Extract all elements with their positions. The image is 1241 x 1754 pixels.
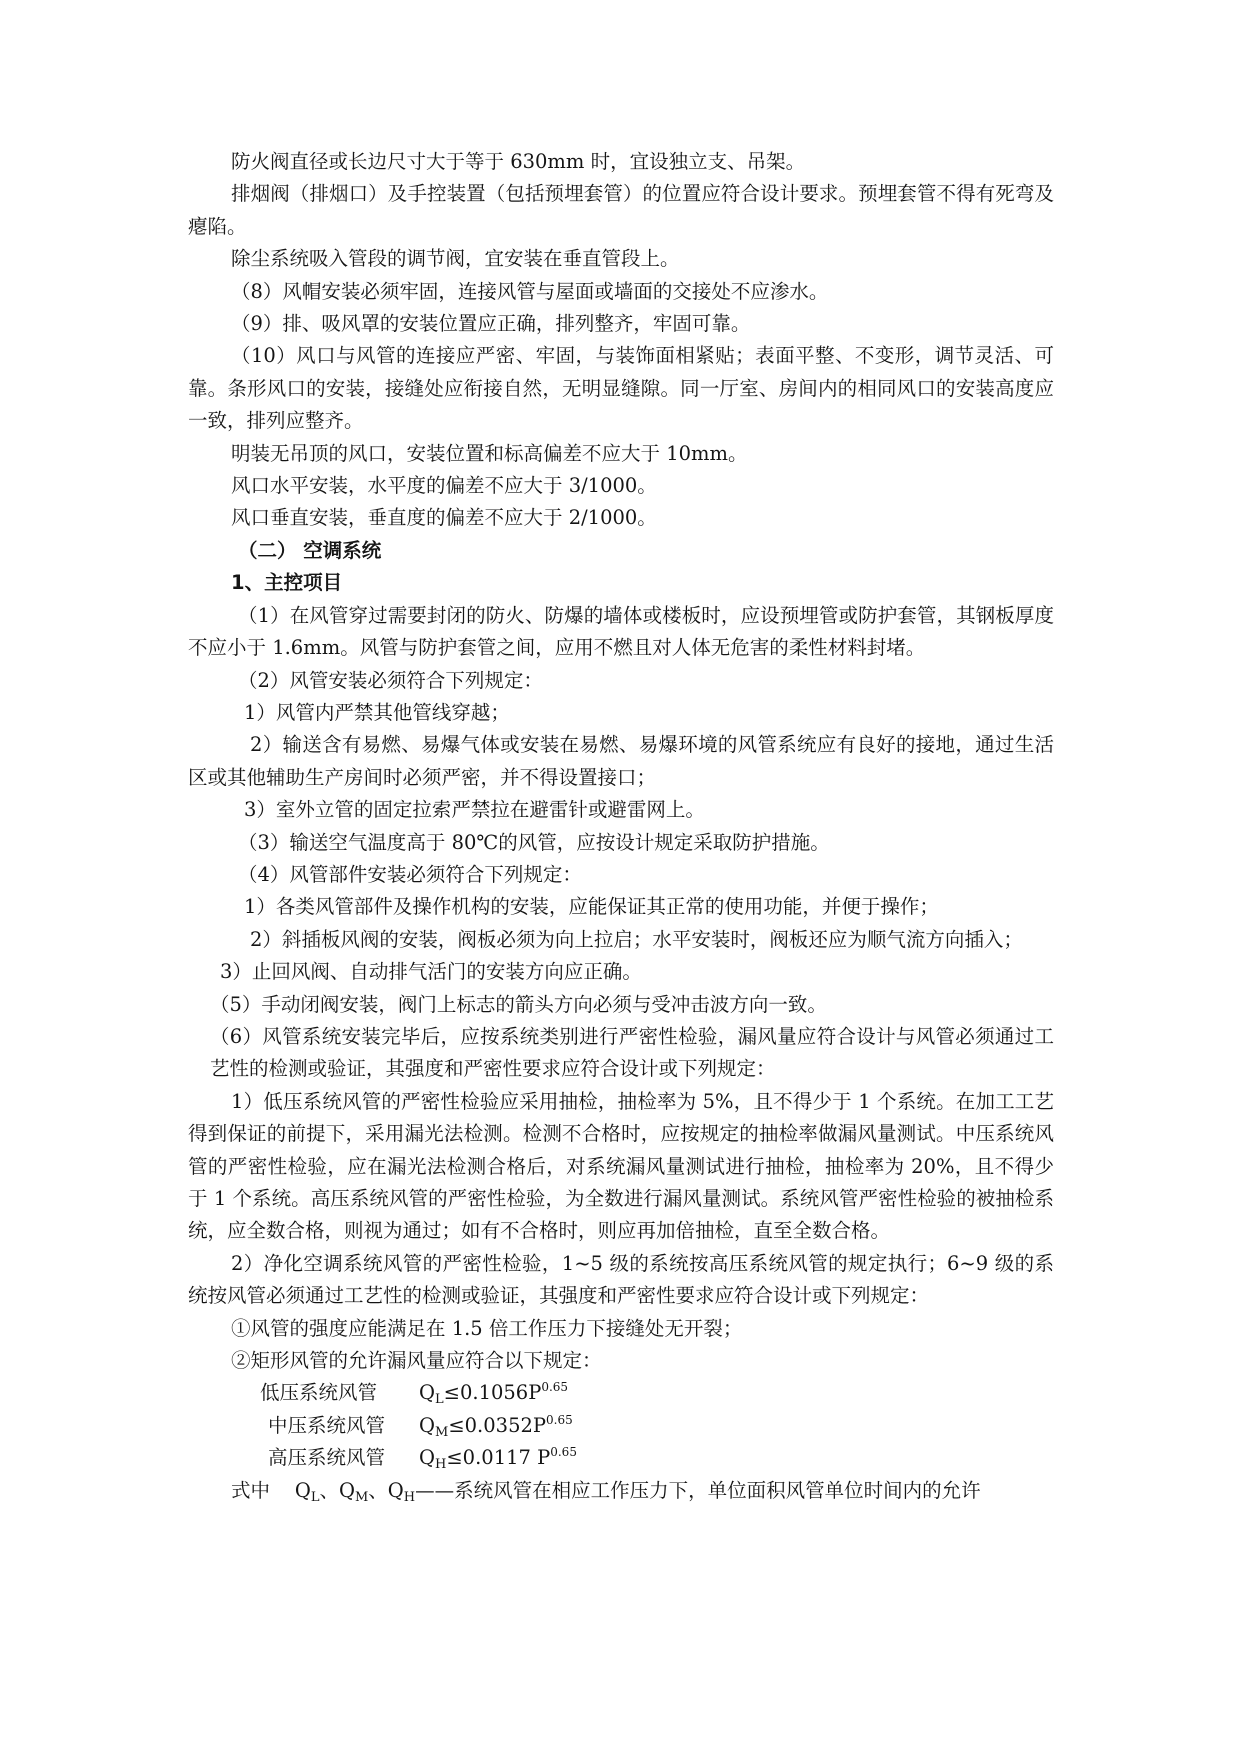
paragraph-item-9: （9）排、吸风罩的安装位置应正确，排列整齐，牢固可靠。 (231, 312, 751, 336)
paragraph-exposed-outlet: 明装无吊顶的风口，安装位置和标高偏差不应大于 10mm。 (231, 441, 748, 465)
paragraph-fire-damper: 防火阀直径或长边尺寸大于等于 630mm 时，宜设独立支、吊架。 (231, 150, 806, 173)
paragraph-dust-removal: 除尘系统吸入管段的调节阀，宜安装在垂直管段上。 (231, 247, 680, 271)
paragraph-main-2-1: 1）风管内严禁其他管线穿越； (244, 700, 510, 724)
document-page (188, 146, 1054, 1507)
paragraph-main-6: （6）风管系统安装完毕后，应按系统类别进行严密性检验，漏风量应符合设计与风管必须通过工艺性的检测或验证，其强度和严密性要求应符合设计或下列规定： (210, 1024, 1054, 1081)
paragraph-rect-leakage: ②矩形风管的允许漏风量应符合以下规定： (231, 1349, 602, 1373)
formula-expression: $Q_L\le 0.1056P^{0.65}$ (419, 1380, 569, 1408)
paragraph-formula-legend: 式中 $Q_L$、$Q_M$、$Q_H——$系统风管在相应工作压力下，单位面积风管单位时间内的允许 (231, 1478, 981, 1505)
paragraph-smoke-valve: 排烟阀（排烟口）及手控装置（包括预埋套管）的位置应符合设计要求。预埋套管不得有死弯及瘪陷。 (188, 182, 1054, 238)
paragraph-main-5: （5）手动闭阀安装，阀门上标志的箭头方向必须与受冲击波方向一致。 (210, 992, 827, 1016)
paragraph-strength: ①风管的强度应能满足在 1.5 倍工作压力下接缝处无开裂； (231, 1316, 743, 1340)
formula-label: 高压系统风管 (268, 1446, 386, 1470)
paragraph-main-2-2: 2）输送含有易燃、易爆气体或安装在易燃、易爆环境的风管系统应有良好的接地，通过生活区或其他辅助生产房间时必须严密，并不得设置接口； (188, 733, 1054, 789)
paragraph-item-8: （8）风帽安装必须牢固，连接风管与屋面或墙面的交接处不应渗水。 (231, 279, 829, 303)
paragraph-main-1: （1）在风管穿过需要封闭的防火、防爆的墙体或楼板时，应设预埋管或防护套管，其钢板厚度不应小于 1.6mm。风管与防护套管之间，应用不燃且对人体无危害的柔性材料封堵。 (188, 603, 1054, 660)
subsection-heading: 1、主控项目 (231, 571, 343, 595)
section-heading: （二） 空调系统 (238, 538, 382, 562)
paragraph-main-6-1: 1）低压系统风管的严密性检验应采用抽检，抽检率为 5%，且不得少于 1 个系统。在加工工艺得到保证的前提下，采用漏光法检测。检测不合格时，应按规定的抽检率做漏风量测试。中压系统风管的严密性检验，应在漏光法检测合格后，对系统漏风量测试进行抽检，抽检率为 20%，且不得少于 1 个系统。高压系统风管的严密性检验，为全数进行漏风量测试。系统风管严密性检验的被抽检系统，应全数合格，则视为通过；如有不合格时，则应再加倍抽检，直至全数合格。 (188, 1089, 1054, 1243)
formula-expression: $Q_H\le 0.0117$ $P^{0.65}$ (419, 1445, 577, 1473)
paragraph-main-2: （2）风管安装必须符合下列规定： (238, 668, 543, 692)
paragraph-main-4: （4）风管部件安装必须符合下列规定： (238, 862, 582, 886)
formula-low-pressure (188, 1377, 1054, 1409)
paragraph-main-4-1: 1）各类风管部件及操作机构的安装，应能保证其正常的使用功能，并便于操作； (244, 895, 939, 919)
formula-high-pressure (188, 1442, 1054, 1474)
paragraph-vertical-outlet: 风口垂直安装，垂直度的偏差不应大于 2/1000。 (231, 506, 657, 530)
formula-label: 低压系统风管 (260, 1381, 378, 1405)
formula-medium-pressure (188, 1410, 1054, 1442)
paragraph-item-10: （10）风口与风管的连接应严密、牢固，与装饰面相紧贴；表面平整、不变形，调节灵活、可靠。条形风口的安装，接缝处应衔接自然，无明显缝隙。同一厅室、房间内的相同风口的安装高度应一致，排列应整齐。 (188, 344, 1054, 433)
formula-label: 中压系统风管 (268, 1413, 386, 1437)
paragraph-main-4-2: 2）斜插板风阀的安装，阀板必须为向上拉启；水平安装时，阀板还应为顺气流方向插入； (250, 927, 1023, 951)
paragraph-main-3: （3）输送空气温度高于 80℃的风管，应按设计规定采取防护措施。 (238, 830, 830, 854)
paragraph-main-6-2: 2）净化空调系统风管的严密性检验，1~5 级的系统按高压系统风管的规定执行；6~9 级的系统按风管必须通过工艺性的检测或验证，其强度和严密性要求应符合设计或下列规定： (188, 1251, 1054, 1308)
paragraph-horizontal-outlet: 风口水平安装，水平度的偏差不应大于 3/1000。 (231, 474, 657, 498)
paragraph-main-4-3: 3）止回风阀、自动排气活门的安装方向应正确。 (220, 960, 642, 984)
formula-expression: $Q_M\le 0.0352P^{0.65}$ (419, 1412, 573, 1440)
paragraph-main-2-3: 3）室外立管的固定拉索严禁拉在避雷针或避雷网上。 (244, 798, 705, 822)
